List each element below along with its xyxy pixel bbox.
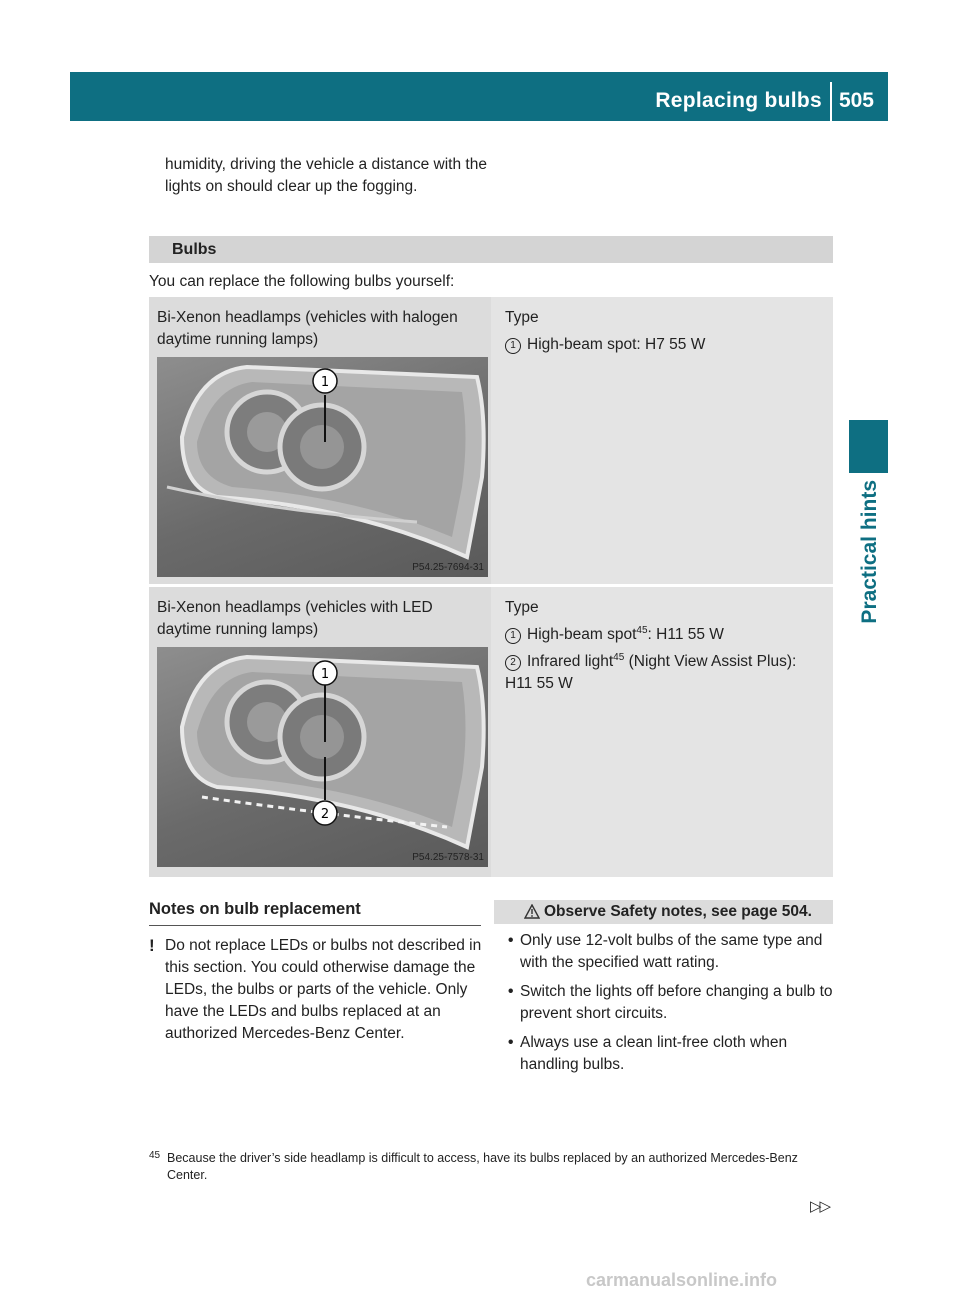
headlamp-description: Bi-Xenon headlamps (vehicles with halogen daytime running lamps) (157, 309, 458, 348)
table-row (149, 297, 833, 584)
bulb-spec-post: : H11 55 W (647, 626, 724, 643)
headlamp-illustration (157, 647, 488, 867)
chapter-tab-marker (849, 420, 888, 473)
headlamp-illustration (157, 357, 488, 577)
chapter-tab-label (849, 480, 888, 750)
photo-code: P54.25-7694-31 (412, 562, 484, 573)
photo-code: P54.25-7578-31 (412, 852, 484, 863)
footnote-ref[interactable]: 45 (613, 651, 625, 663)
footnote-text: Because the driver’s side headlamp is difficult to access, have its bulbs replaced by an authorized Mercedes-Benz Center. (167, 1151, 798, 1182)
warning-triangle-icon (524, 904, 540, 919)
notes-body (149, 935, 483, 1045)
chapter-label-text: Practical hints (857, 480, 881, 624)
list-item (505, 651, 825, 695)
table-cell-type (491, 587, 833, 877)
table-cell-description (149, 587, 491, 877)
bulb-spec: High-beam spot: H7 55 W (527, 336, 706, 353)
intro-paragraph: humidity, driving the vehicle a distance with the lights on should clear up the fogging. (165, 156, 487, 195)
bulbs-table (149, 297, 833, 877)
callout-marker: 2 (505, 655, 521, 671)
watermark: carmanualsonline.info (586, 1270, 778, 1290)
bulb-spec-pre: Infrared light (527, 653, 614, 670)
page-header (70, 72, 888, 121)
headlamp-description: Bi-Xenon headlamps (vehicles with LED daytime running lamps) (157, 599, 433, 638)
bulbs-intro-text: You can replace the following bulbs yourself: (149, 273, 455, 290)
footnote-ref[interactable]: 45 (636, 624, 648, 636)
type-details (505, 597, 825, 700)
list-item: • Switch the lights off before changing a bulb to prevent short circuits. (508, 983, 833, 1022)
list-item: • Only use 12-volt bulbs of the same type and with the specified watt rating. (508, 932, 823, 971)
footnote-number: 45 (149, 1150, 161, 1161)
type-label: Type (505, 309, 539, 326)
footnote (149, 1150, 839, 1184)
callout-marker: 1 (505, 628, 521, 644)
warning-text: Observe Safety notes, see page 504. (544, 903, 812, 920)
bulb-spec-pre: High-beam spot (527, 626, 637, 643)
callout-1-label: 1 (320, 667, 330, 682)
type-details (505, 307, 825, 361)
notes-text: Do not replace LEDs or bulbs not described in this section. You could otherwise damage the LEDs, the bulbs or parts of the vehicle. Only have the LEDs and bulbs replaced at an authorized Mercedes-Benz Center. (165, 937, 482, 1042)
list-item (505, 334, 825, 356)
callout-1-label: 1 (320, 375, 330, 390)
headlamp-photo (157, 647, 488, 867)
warning-box (494, 900, 833, 924)
table-row (149, 587, 833, 877)
page-title: Replacing bulbs (655, 89, 822, 112)
header-divider (830, 82, 832, 121)
bulbs-section-heading: Bulbs (149, 236, 833, 263)
table-cell-description (149, 297, 491, 584)
page-number: 505 (838, 89, 874, 112)
exclamation-icon: ! (149, 936, 155, 955)
type-label: Type (505, 599, 539, 616)
bulb-spec-post: (Night View Assist Plus): H11 55 W (505, 653, 797, 692)
continue-marker: ▷▷ (810, 1198, 830, 1215)
callout-2-label: 2 (320, 807, 330, 822)
callout-marker: 1 (505, 338, 521, 354)
safety-bullet-list (508, 930, 836, 1083)
list-item: • Always use a clean lint-free cloth when handling bulbs. (508, 1034, 788, 1073)
table-cell-type (491, 297, 833, 584)
list-item (505, 624, 825, 646)
headlamp-photo (157, 357, 488, 577)
notes-heading: Notes on bulb replacement (149, 900, 481, 926)
